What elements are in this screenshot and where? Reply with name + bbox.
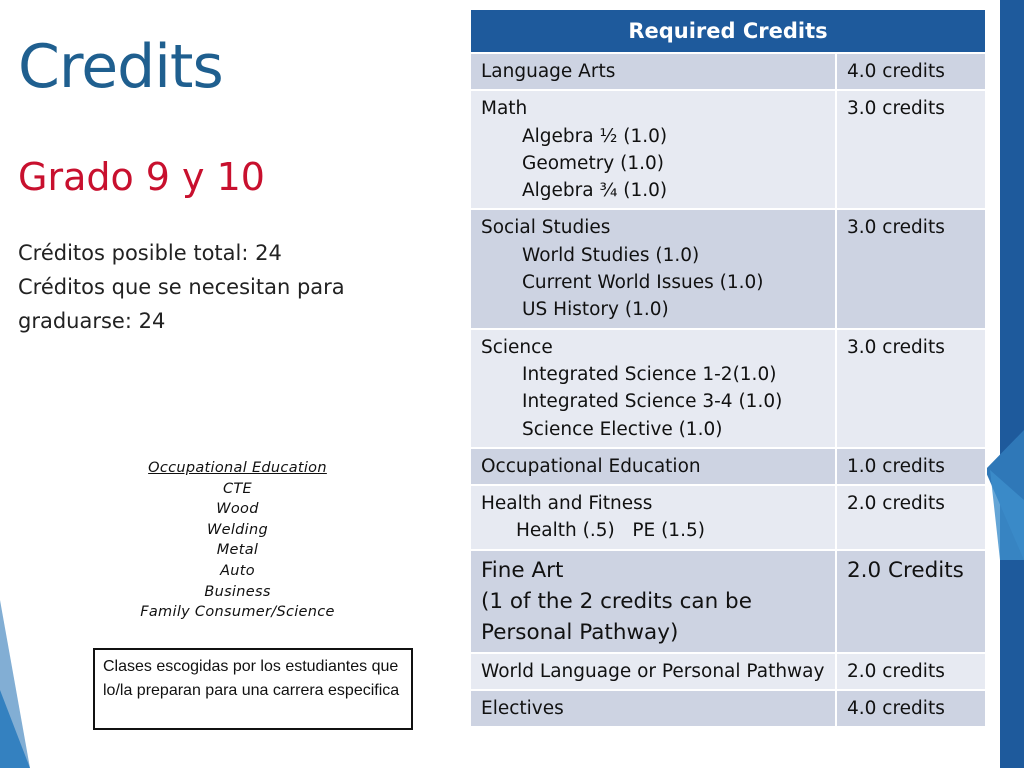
credits-cell: 4.0 credits (836, 690, 986, 727)
info-line: graduarse: 24 (18, 309, 166, 333)
occupational-item: Auto (220, 562, 255, 579)
occupational-item: Family Consumer/Science (140, 604, 335, 621)
course-item: Algebra ½ (1.0) (522, 125, 668, 147)
course-item: World Studies (1.0) (522, 244, 700, 266)
table-header: Required Credits (470, 9, 986, 53)
subject-cell (470, 690, 836, 727)
table-row (470, 550, 986, 653)
subject-label: Language Arts (481, 61, 616, 82)
table-row (470, 209, 986, 328)
occupational-item: CTE (222, 480, 253, 497)
subject-cell (470, 550, 836, 653)
occupational-heading: Occupational Education (148, 460, 327, 476)
credits-cell: 2.0 credits (836, 485, 986, 550)
required-credits-table (469, 8, 987, 728)
occupational-item: Welding (206, 521, 268, 538)
course-item: Health (.5) PE (1.5) (516, 520, 705, 542)
subject-cell (470, 90, 836, 209)
subject-label: Electives (481, 698, 564, 720)
subject-label: Social Studies (481, 217, 611, 239)
credits-cell: 2.0 credits (836, 653, 986, 690)
subject-label: World Language or Personal Pathway (481, 660, 825, 682)
subject-cell (470, 448, 836, 485)
credits-cell: 3.0 credits (836, 209, 986, 328)
credits-cell: 2.0 Credits (836, 550, 986, 653)
course-item: Integrated Science 1-2(1.0) (522, 363, 777, 385)
subject-cell (470, 209, 836, 328)
occupational-item: Metal (216, 542, 259, 559)
info-line: Créditos que se necesitan para (18, 275, 345, 299)
subject-label: Health and Fitness (481, 493, 653, 515)
page-subtitle: Grado 9 y 10 (18, 155, 265, 199)
course-item: Geometry (1.0) (522, 152, 664, 174)
course-item: Current World Issues (1.0) (522, 272, 764, 294)
credits-cell: 3.0 credits (836, 90, 986, 209)
subject-cell (470, 53, 836, 90)
subject-label: Fine Art (481, 557, 564, 583)
course-item: US History (1.0) (522, 299, 669, 321)
course-item: Personal Pathway) (481, 619, 679, 645)
career-note-box: Clases escogidas por los estudiantes que lo/la preparan para una carrera especifica (93, 648, 413, 730)
subject-label: Occupational Education (481, 455, 701, 477)
subject-cell (470, 329, 836, 448)
course-item: Science Elective (1.0) (522, 418, 723, 440)
course-item: Algebra ¾ (1.0) (522, 180, 668, 202)
subject-cell (470, 653, 836, 690)
occupational-item: Business (204, 583, 271, 600)
table-row (470, 690, 986, 727)
subject-cell (470, 485, 836, 550)
table-row (470, 653, 986, 690)
table-row (470, 90, 986, 209)
course-item: Integrated Science 3-4 (1.0) (522, 391, 783, 413)
table-row (470, 53, 986, 90)
subject-label: Science (481, 336, 553, 358)
credits-cell: 1.0 credits (836, 448, 986, 485)
table-row (470, 448, 986, 485)
info-line: Créditos posible total: 24 (18, 241, 282, 265)
subject-label: Math (481, 98, 528, 120)
occupational-list (100, 458, 375, 623)
occupational-item: Wood (216, 501, 259, 518)
table-row (470, 485, 986, 550)
course-item: (1 of the 2 credits can be (481, 588, 752, 614)
page-title: Credits (18, 32, 223, 102)
table-row (470, 329, 986, 448)
credits-cell: 3.0 credits (836, 329, 986, 448)
credits-info (18, 236, 418, 338)
credits-cell: 4.0 credits (836, 53, 986, 90)
